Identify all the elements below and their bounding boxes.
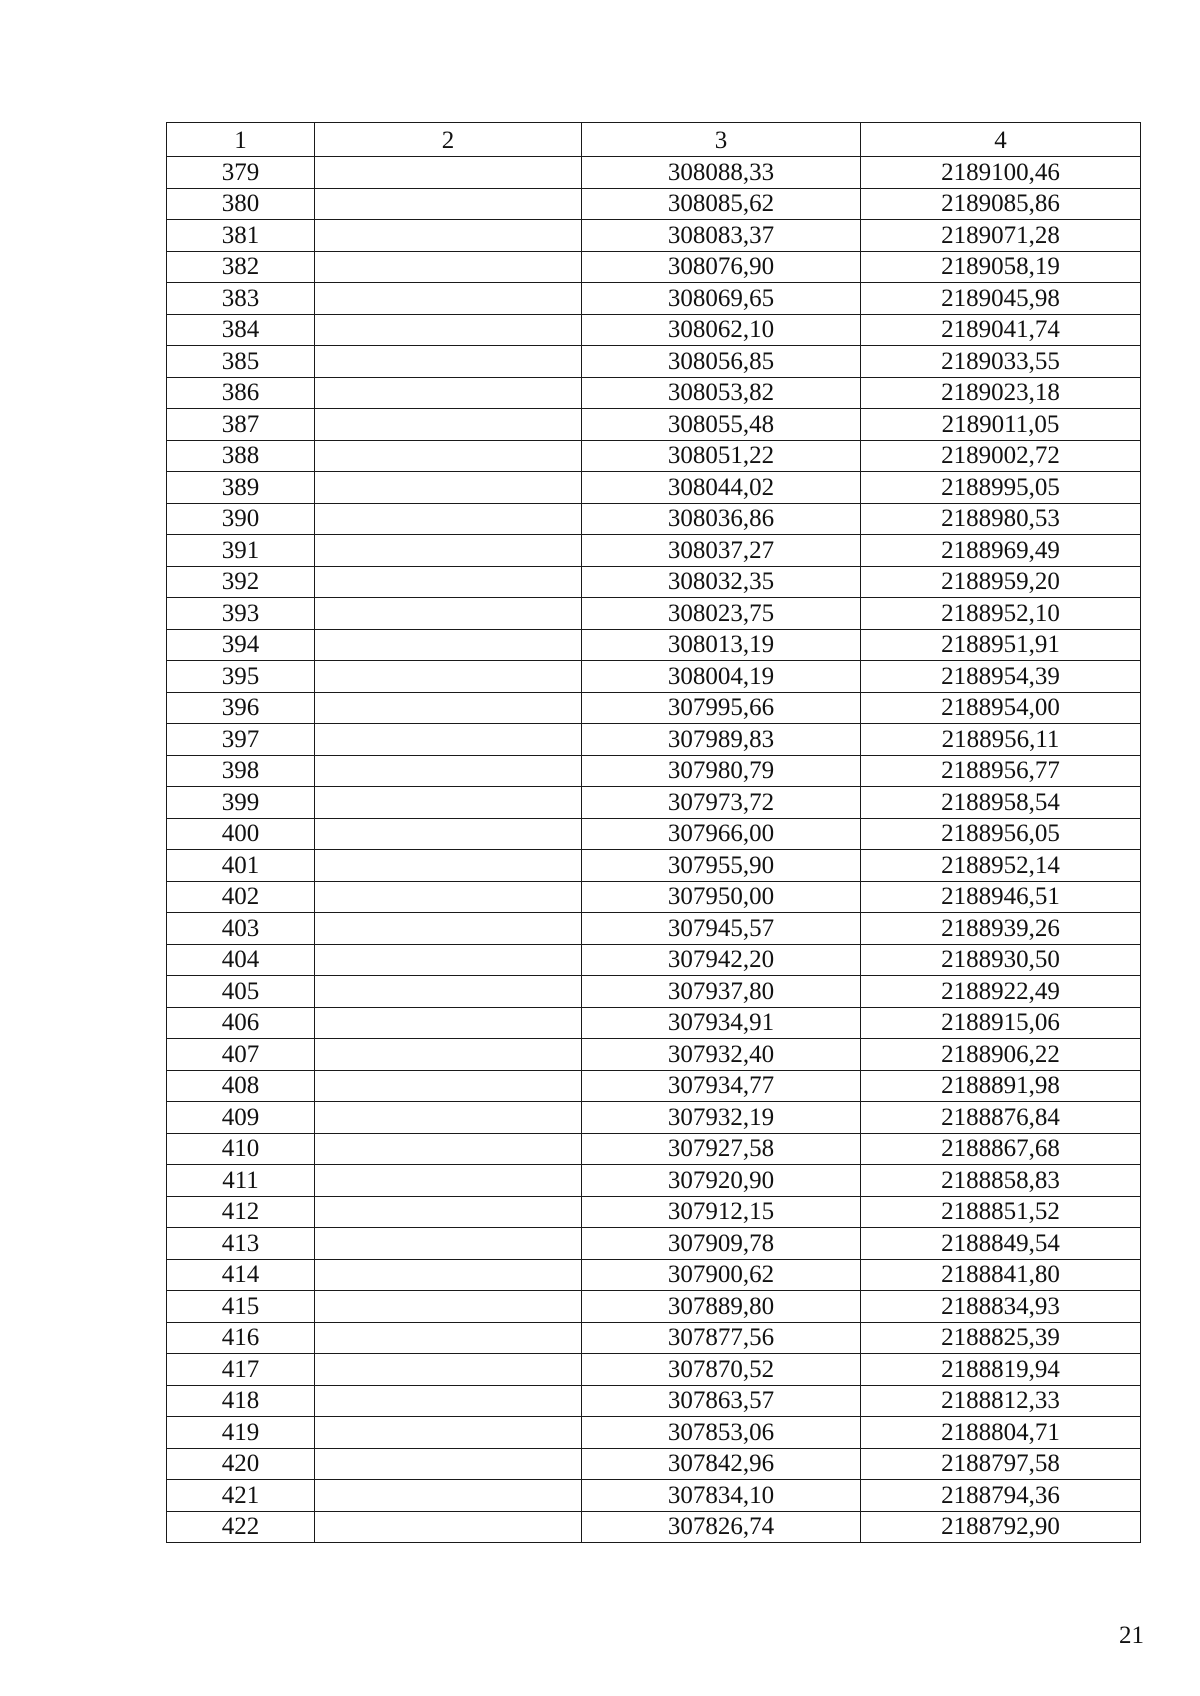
column-2-cell [315, 1385, 582, 1417]
table-row [167, 850, 1141, 882]
column-2-cell [315, 409, 582, 441]
point-number-cell: 420 [167, 1448, 315, 1480]
point-number-cell: 392 [167, 566, 315, 598]
table-row [167, 251, 1141, 283]
point-number-cell: 415 [167, 1291, 315, 1323]
point-number-cell: 393 [167, 598, 315, 630]
y-coordinate-cell: 2189002,72 [861, 440, 1141, 472]
table-row [167, 1007, 1141, 1039]
x-coordinate-cell: 307934,77 [582, 1070, 861, 1102]
column-2-cell [315, 1511, 582, 1543]
column-2-cell [315, 1196, 582, 1228]
point-number-cell: 388 [167, 440, 315, 472]
table-row [167, 598, 1141, 630]
y-coordinate-cell: 2189041,74 [861, 314, 1141, 346]
y-coordinate-cell: 2188915,06 [861, 1007, 1141, 1039]
y-coordinate-cell: 2188906,22 [861, 1039, 1141, 1071]
column-2-cell [315, 1354, 582, 1386]
table-row [167, 1511, 1141, 1543]
table-row [167, 787, 1141, 819]
column-2-cell [315, 944, 582, 976]
x-coordinate-cell: 308083,37 [582, 220, 861, 252]
y-coordinate-cell: 2188876,84 [861, 1102, 1141, 1134]
column-2-cell [315, 692, 582, 724]
column-2-cell [315, 913, 582, 945]
y-coordinate-cell: 2188930,50 [861, 944, 1141, 976]
x-coordinate-cell: 308044,02 [582, 472, 861, 504]
column-2-cell [315, 1291, 582, 1323]
point-number-cell: 390 [167, 503, 315, 535]
table-row [167, 629, 1141, 661]
point-number-cell: 417 [167, 1354, 315, 1386]
table-row [167, 1039, 1141, 1071]
table-row [167, 1322, 1141, 1354]
column-2-cell [315, 377, 582, 409]
point-number-cell: 384 [167, 314, 315, 346]
point-number-cell: 397 [167, 724, 315, 756]
x-coordinate-cell: 307853,06 [582, 1417, 861, 1449]
table-row [167, 503, 1141, 535]
table-row [167, 976, 1141, 1008]
x-coordinate-cell: 308085,62 [582, 188, 861, 220]
header-cell-col-2: 2 [315, 123, 582, 157]
point-number-cell: 404 [167, 944, 315, 976]
point-number-cell: 416 [167, 1322, 315, 1354]
x-coordinate-cell: 307834,10 [582, 1480, 861, 1512]
y-coordinate-cell: 2188954,00 [861, 692, 1141, 724]
column-2-cell [315, 472, 582, 504]
y-coordinate-cell: 2188858,83 [861, 1165, 1141, 1197]
column-2-cell [315, 976, 582, 1008]
y-coordinate-cell: 2188952,14 [861, 850, 1141, 882]
point-number-cell: 380 [167, 188, 315, 220]
x-coordinate-cell: 308069,65 [582, 283, 861, 315]
x-coordinate-cell: 307889,80 [582, 1291, 861, 1323]
table-row [167, 1070, 1141, 1102]
point-number-cell: 381 [167, 220, 315, 252]
table-header [167, 123, 1141, 157]
point-number-cell: 383 [167, 283, 315, 315]
y-coordinate-cell: 2188946,51 [861, 881, 1141, 913]
x-coordinate-cell: 308023,75 [582, 598, 861, 630]
y-coordinate-cell: 2188794,36 [861, 1480, 1141, 1512]
y-coordinate-cell: 2188922,49 [861, 976, 1141, 1008]
column-2-cell [315, 188, 582, 220]
column-2-cell [315, 1007, 582, 1039]
y-coordinate-cell: 2188954,39 [861, 661, 1141, 693]
header-cell-col-1: 1 [167, 123, 315, 157]
column-2-cell [315, 1228, 582, 1260]
column-2-cell [315, 251, 582, 283]
column-2-cell [315, 1259, 582, 1291]
column-2-cell [315, 1448, 582, 1480]
y-coordinate-cell: 2188951,91 [861, 629, 1141, 661]
x-coordinate-cell: 307932,19 [582, 1102, 861, 1134]
y-coordinate-cell: 2188849,54 [861, 1228, 1141, 1260]
point-number-cell: 409 [167, 1102, 315, 1134]
y-coordinate-cell: 2188956,77 [861, 755, 1141, 787]
column-2-cell [315, 1417, 582, 1449]
page-number: 21 [1119, 1622, 1144, 1649]
column-2-cell [315, 755, 582, 787]
point-number-cell: 394 [167, 629, 315, 661]
column-2-cell [315, 1070, 582, 1102]
table-row [167, 1196, 1141, 1228]
point-number-cell: 379 [167, 157, 315, 189]
column-2-cell [315, 1039, 582, 1071]
table-row [167, 535, 1141, 567]
x-coordinate-cell: 308004,19 [582, 661, 861, 693]
column-2-cell [315, 503, 582, 535]
table-body [167, 157, 1141, 1543]
point-number-cell: 402 [167, 881, 315, 913]
table-row [167, 220, 1141, 252]
x-coordinate-cell: 307989,83 [582, 724, 861, 756]
x-coordinate-cell: 307909,78 [582, 1228, 861, 1260]
point-number-cell: 406 [167, 1007, 315, 1039]
point-number-cell: 400 [167, 818, 315, 850]
column-2-cell [315, 220, 582, 252]
x-coordinate-cell: 308088,33 [582, 157, 861, 189]
y-coordinate-cell: 2188841,80 [861, 1259, 1141, 1291]
column-2-cell [315, 1102, 582, 1134]
y-coordinate-cell: 2188969,49 [861, 535, 1141, 567]
point-number-cell: 398 [167, 755, 315, 787]
column-2-cell [315, 598, 582, 630]
x-coordinate-cell: 307955,90 [582, 850, 861, 882]
table-row [167, 1165, 1141, 1197]
table-row [167, 661, 1141, 693]
table-row [167, 1385, 1141, 1417]
table-row [167, 1354, 1141, 1386]
column-2-cell [315, 157, 582, 189]
y-coordinate-cell: 2188891,98 [861, 1070, 1141, 1102]
point-number-cell: 401 [167, 850, 315, 882]
x-coordinate-cell: 308062,10 [582, 314, 861, 346]
y-coordinate-cell: 2188958,54 [861, 787, 1141, 819]
y-coordinate-cell: 2188980,53 [861, 503, 1141, 535]
point-number-cell: 382 [167, 251, 315, 283]
point-number-cell: 386 [167, 377, 315, 409]
y-coordinate-cell: 2189033,55 [861, 346, 1141, 378]
point-number-cell: 389 [167, 472, 315, 504]
header-row [167, 123, 1141, 157]
y-coordinate-cell: 2189058,19 [861, 251, 1141, 283]
x-coordinate-cell: 307980,79 [582, 755, 861, 787]
header-cell-col-3: 3 [582, 123, 861, 157]
y-coordinate-cell: 2188995,05 [861, 472, 1141, 504]
x-coordinate-cell: 308076,90 [582, 251, 861, 283]
table-row [167, 1480, 1141, 1512]
table-row [167, 818, 1141, 850]
y-coordinate-cell: 2188956,11 [861, 724, 1141, 756]
point-number-cell: 410 [167, 1133, 315, 1165]
point-number-cell: 405 [167, 976, 315, 1008]
x-coordinate-cell: 307870,52 [582, 1354, 861, 1386]
table-row [167, 1133, 1141, 1165]
point-number-cell: 396 [167, 692, 315, 724]
x-coordinate-cell: 307937,80 [582, 976, 861, 1008]
table-row [167, 566, 1141, 598]
point-number-cell: 413 [167, 1228, 315, 1260]
table-row [167, 724, 1141, 756]
column-2-cell [315, 314, 582, 346]
x-coordinate-cell: 307950,00 [582, 881, 861, 913]
table-row [167, 1448, 1141, 1480]
x-coordinate-cell: 307927,58 [582, 1133, 861, 1165]
table-row [167, 377, 1141, 409]
x-coordinate-cell: 308013,19 [582, 629, 861, 661]
y-coordinate-cell: 2188834,93 [861, 1291, 1141, 1323]
y-coordinate-cell: 2189023,18 [861, 377, 1141, 409]
table-row [167, 440, 1141, 472]
table-row [167, 881, 1141, 913]
point-number-cell: 395 [167, 661, 315, 693]
y-coordinate-cell: 2188959,20 [861, 566, 1141, 598]
point-number-cell: 408 [167, 1070, 315, 1102]
x-coordinate-cell: 308051,22 [582, 440, 861, 472]
x-coordinate-cell: 307934,91 [582, 1007, 861, 1039]
header-cell-col-4: 4 [861, 123, 1141, 157]
y-coordinate-cell: 2188952,10 [861, 598, 1141, 630]
point-number-cell: 385 [167, 346, 315, 378]
x-coordinate-cell: 307932,40 [582, 1039, 861, 1071]
table-row [167, 755, 1141, 787]
point-number-cell: 412 [167, 1196, 315, 1228]
point-number-cell: 421 [167, 1480, 315, 1512]
x-coordinate-cell: 307945,57 [582, 913, 861, 945]
table-row [167, 1259, 1141, 1291]
y-coordinate-cell: 2188939,26 [861, 913, 1141, 945]
column-2-cell [315, 1480, 582, 1512]
point-number-cell: 419 [167, 1417, 315, 1449]
column-2-cell [315, 440, 582, 472]
column-2-cell [315, 661, 582, 693]
y-coordinate-cell: 2189071,28 [861, 220, 1141, 252]
table-row [167, 157, 1141, 189]
x-coordinate-cell: 307995,66 [582, 692, 861, 724]
y-coordinate-cell: 2188812,33 [861, 1385, 1141, 1417]
y-coordinate-cell: 2189045,98 [861, 283, 1141, 315]
column-2-cell [315, 881, 582, 913]
point-number-cell: 387 [167, 409, 315, 441]
y-coordinate-cell: 2188792,90 [861, 1511, 1141, 1543]
column-2-cell [315, 283, 582, 315]
point-number-cell: 391 [167, 535, 315, 567]
x-coordinate-cell: 308056,85 [582, 346, 861, 378]
y-coordinate-cell: 2189100,46 [861, 157, 1141, 189]
column-2-cell [315, 629, 582, 661]
table-row [167, 692, 1141, 724]
column-2-cell [315, 850, 582, 882]
table-row [167, 1417, 1141, 1449]
x-coordinate-cell: 308053,82 [582, 377, 861, 409]
y-coordinate-cell: 2189011,05 [861, 409, 1141, 441]
x-coordinate-cell: 307842,96 [582, 1448, 861, 1480]
y-coordinate-cell: 2188851,52 [861, 1196, 1141, 1228]
point-number-cell: 411 [167, 1165, 315, 1197]
table-row [167, 1291, 1141, 1323]
x-coordinate-cell: 308055,48 [582, 409, 861, 441]
column-2-cell [315, 535, 582, 567]
table-row [167, 472, 1141, 504]
x-coordinate-cell: 307942,20 [582, 944, 861, 976]
table-row [167, 913, 1141, 945]
column-2-cell [315, 566, 582, 598]
y-coordinate-cell: 2188956,05 [861, 818, 1141, 850]
column-2-cell [315, 724, 582, 756]
column-2-cell [315, 1165, 582, 1197]
table-row [167, 346, 1141, 378]
x-coordinate-cell: 307966,00 [582, 818, 861, 850]
point-number-cell: 414 [167, 1259, 315, 1291]
y-coordinate-cell: 2188825,39 [861, 1322, 1141, 1354]
table-row [167, 283, 1141, 315]
x-coordinate-cell: 307920,90 [582, 1165, 861, 1197]
point-number-cell: 407 [167, 1039, 315, 1071]
column-2-cell [315, 818, 582, 850]
table-row [167, 188, 1141, 220]
y-coordinate-cell: 2188819,94 [861, 1354, 1141, 1386]
x-coordinate-cell: 307912,15 [582, 1196, 861, 1228]
y-coordinate-cell: 2189085,86 [861, 188, 1141, 220]
column-2-cell [315, 1322, 582, 1354]
x-coordinate-cell: 307863,57 [582, 1385, 861, 1417]
table-row [167, 1102, 1141, 1134]
y-coordinate-cell: 2188797,58 [861, 1448, 1141, 1480]
table-row [167, 314, 1141, 346]
x-coordinate-cell: 307900,62 [582, 1259, 861, 1291]
x-coordinate-cell: 308036,86 [582, 503, 861, 535]
column-2-cell [315, 787, 582, 819]
point-number-cell: 399 [167, 787, 315, 819]
x-coordinate-cell: 308032,35 [582, 566, 861, 598]
table-row [167, 409, 1141, 441]
point-number-cell: 403 [167, 913, 315, 945]
y-coordinate-cell: 2188867,68 [861, 1133, 1141, 1165]
coordinates-table [166, 122, 1141, 1543]
table-row [167, 1228, 1141, 1260]
table-row [167, 944, 1141, 976]
x-coordinate-cell: 307973,72 [582, 787, 861, 819]
x-coordinate-cell: 307877,56 [582, 1322, 861, 1354]
point-number-cell: 418 [167, 1385, 315, 1417]
x-coordinate-cell: 307826,74 [582, 1511, 861, 1543]
y-coordinate-cell: 2188804,71 [861, 1417, 1141, 1449]
column-2-cell [315, 346, 582, 378]
x-coordinate-cell: 308037,27 [582, 535, 861, 567]
column-2-cell [315, 1133, 582, 1165]
point-number-cell: 422 [167, 1511, 315, 1543]
